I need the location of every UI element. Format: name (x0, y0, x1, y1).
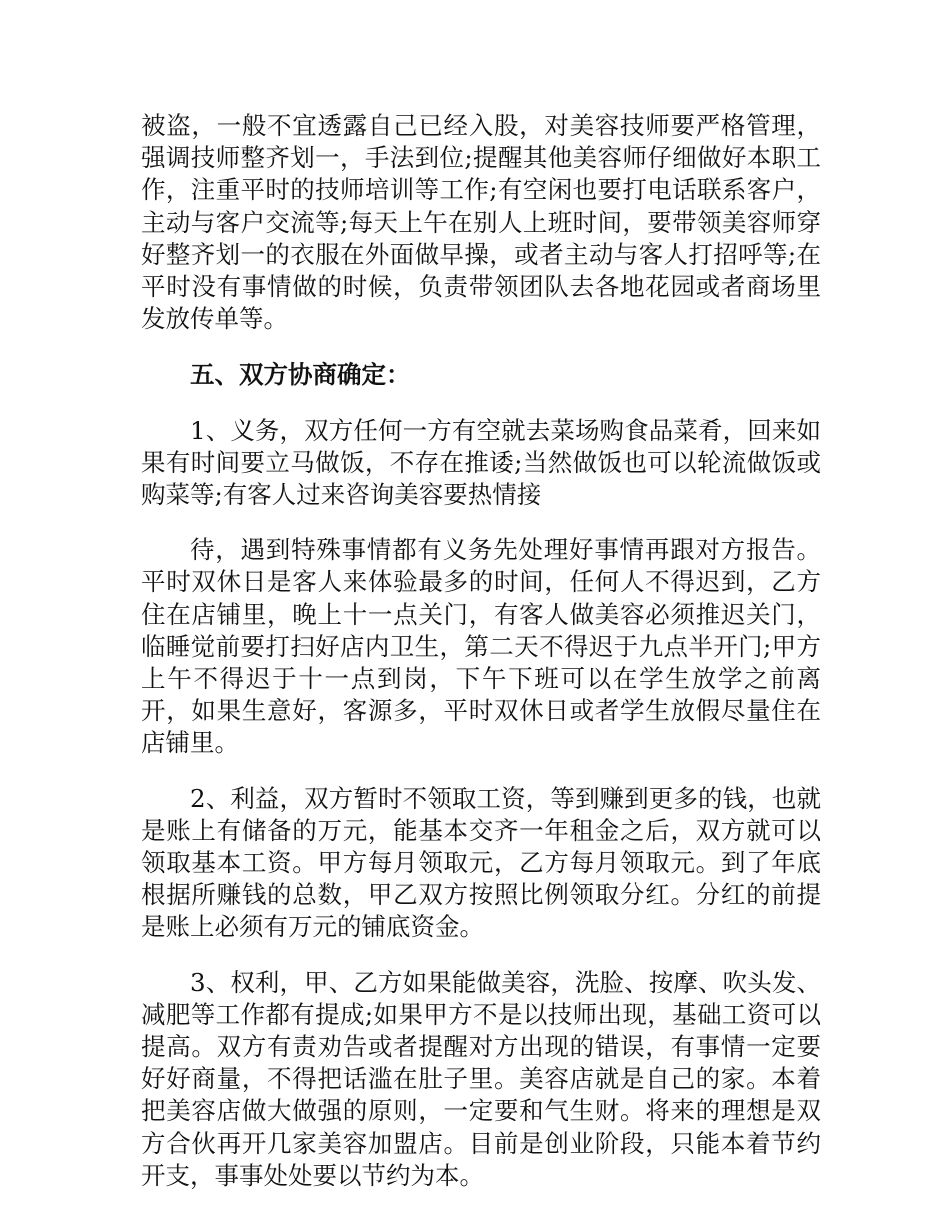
paragraph-item-1-continuation: 待，遇到特殊事情都有义务先处理好事情再跟对方报告。平时双休日是客人来体验最多的时间，任何人不得迟到，乙方住在店铺里，晚上十一点关门，有客人做美容必须推迟关门，临睡觉前要打扫好店内卫生，第二天不得迟于九点半开门;甲方上午不得迟于十一点到岗，下午下班可以在学生放学之前离开，如果生意好，客源多，平时双休日或者学生放假尽量住在店铺里。 (141, 535, 821, 758)
paragraph-item-1: 1、义务，双方任何一方有空就去菜场购食品菜肴，回来如果有时间要立马做饭，不存在推诿;当然做饭也可以轮流做饭或购菜等;有客人过来咨询美容要热情接 (141, 415, 821, 510)
paragraph-item-3: 3、权利，甲、乙方如果能做美容，洗脸、按摩、吹头发、减肥等工作都有提成;如果甲方不是以技师出现，基础工资可以提高。双方有责劝告或者提醒对方出现的错误，有事情一定要好好商量，不得把话滥在肚子里。美容店就是自己的家。本着把美容店做大做强的原则，一定要和气生财。将来的理想是双方合伙再开几家美容加盟店。目前是创业阶段，只能本着节约开支，事事处处要以节约为本。 (141, 967, 821, 1190)
paragraph-item-2: 2、利益，双方暂时不领取工资，等到赚到更多的钱，也就是账上有储备的万元，能基本交齐一年租金之后，双方就可以领取基本工资。甲方每月领取元，乙方每月领取元。到了年底根据所赚钱的总数，甲乙双方按照比例领取分红。分红的前提是账上必须有万元的铺底资金。 (141, 783, 821, 942)
document-page (141, 110, 821, 1192)
section-heading: 五、双方协商确定： (190, 360, 411, 390)
paragraph-continuation: 被盗，一般不宜透露自己已经入股，对美容技师要严格管理，强调技师整齐划一，手法到位;提醒其他美容师仔细做好本职工作，注重平时的技师培训等工作;有空闲也要打电话联系客户，主动与客户交流等;每天上午在别人上班时间，要带领美容师穿好整齐划一的衣服在外面做早操，或者主动与客人打招呼等;在平时没有事情做的时候，负责带领团队去各地花园或者商场里发放传单等。 (141, 111, 821, 334)
